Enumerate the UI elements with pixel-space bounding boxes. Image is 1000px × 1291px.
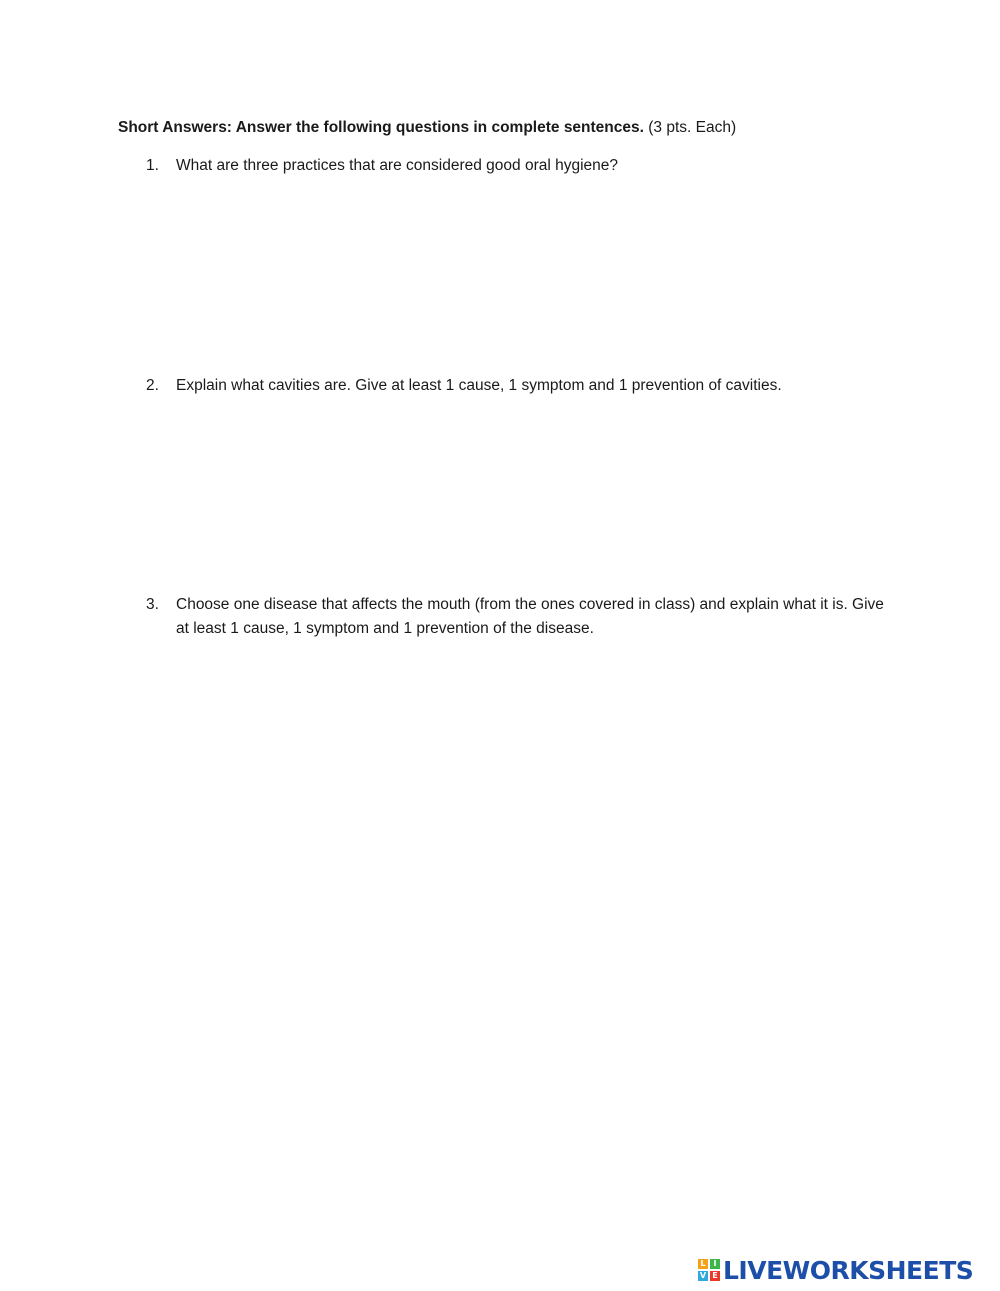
logo-blocks-icon [698,1259,720,1281]
logo-block: V [699,1271,707,1280]
question-text: What are three practices that are considered good oral hygiene? [176,157,619,174]
question-number: 2. [146,377,159,394]
question-text: Explain what cavities are. Give at least 1 cause, 1 symptom and 1 prevention of cavities. [176,377,782,394]
logo-block: L [698,1259,708,1269]
liveworksheets-logo [698,1256,973,1284]
instructions-bold: Short Answers: Answer the following questions in complete sentences. [118,119,644,136]
question-3 [146,593,886,641]
question-2 [146,374,886,398]
instructions-points: (3 pts. Each) [648,119,737,136]
question-text: Choose one disease that affects the mouth (from the ones covered in class) and explain what it is. Give at least 1 cause, 1 symptom and 1 prevention of the disease. [176,596,884,637]
logo-text: LIVEWORKSHEETS [723,1255,974,1285]
question-1 [146,154,886,178]
logo-block: I [710,1259,720,1269]
instructions [118,118,736,138]
question-number: 3. [146,596,159,613]
question-number: 1. [146,157,159,174]
logo-block: E [710,1271,720,1281]
